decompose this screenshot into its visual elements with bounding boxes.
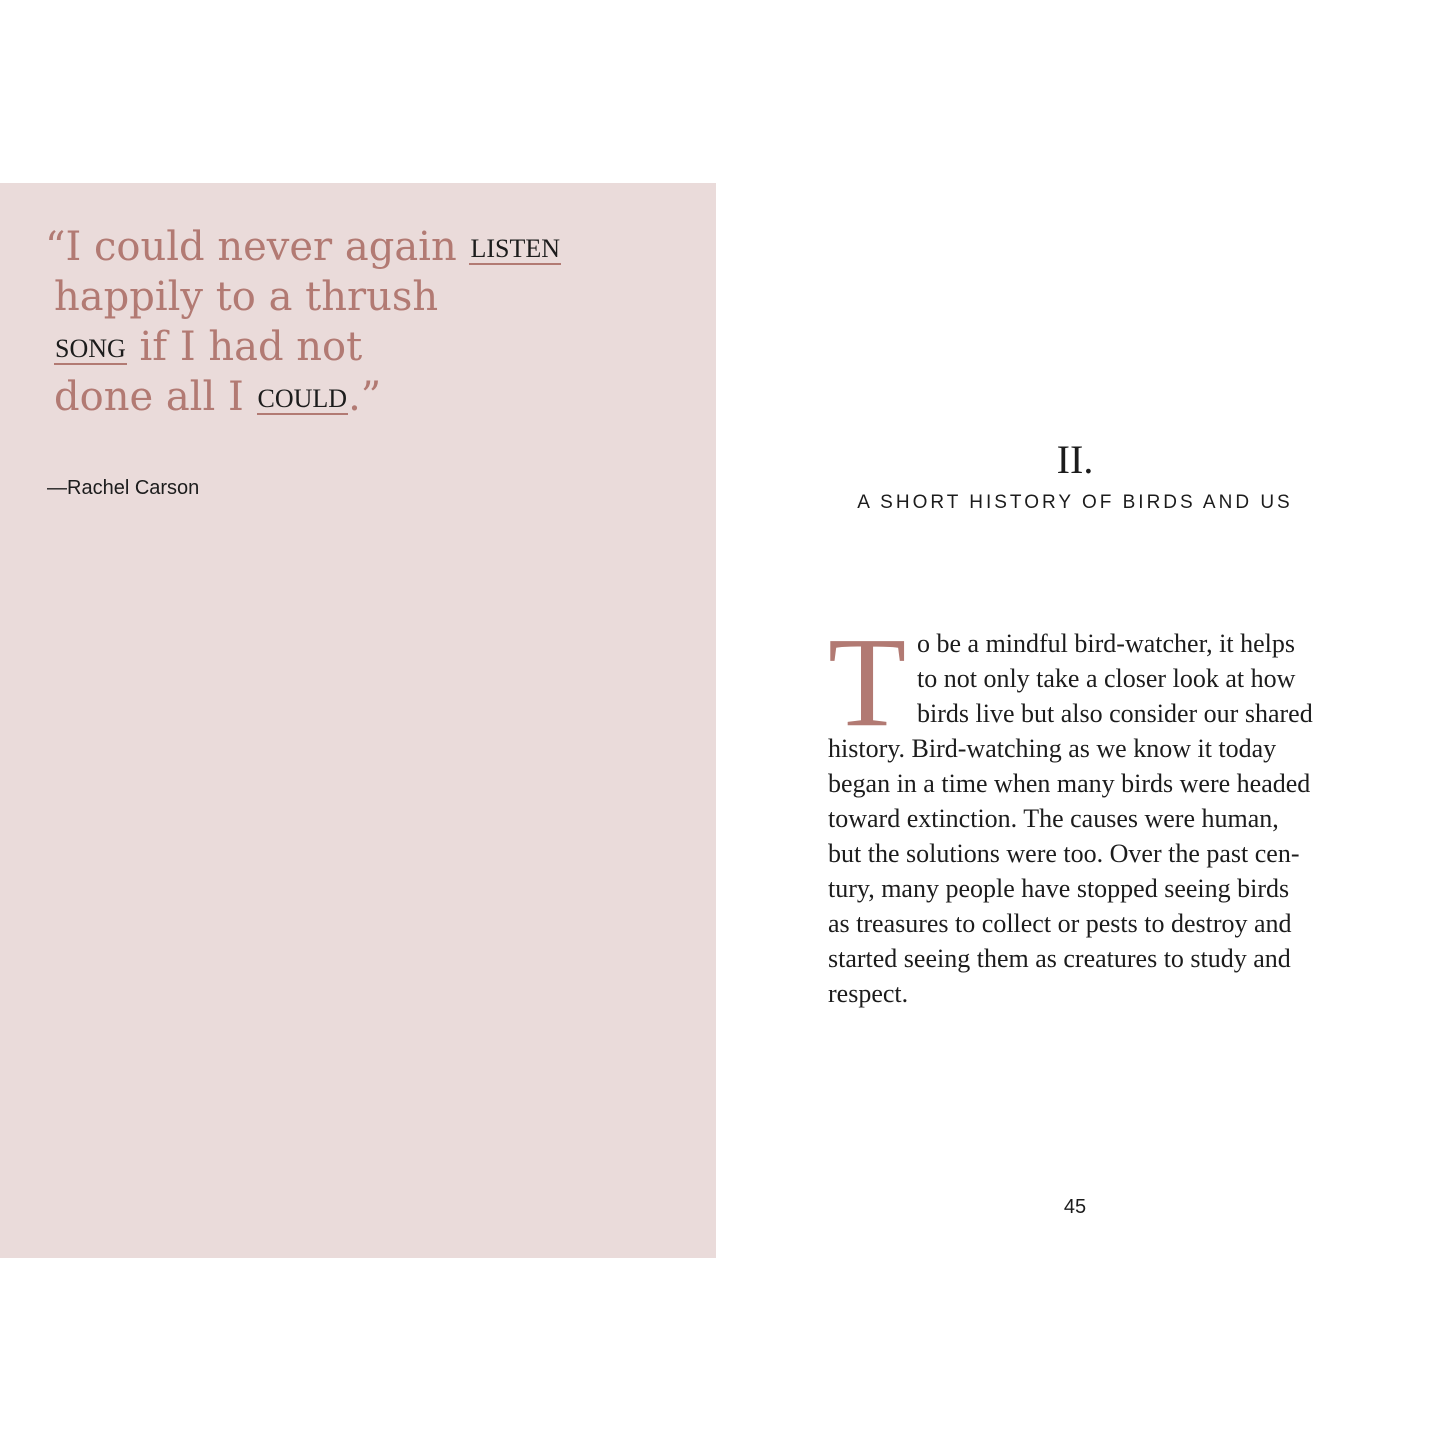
body-line: but the solutions were too. Over the past cen-	[828, 839, 1300, 868]
pull-quote	[45, 222, 645, 422]
quote-line-1	[45, 222, 645, 272]
body-line: toward extinction. The causes were human,	[828, 804, 1279, 833]
body-line: respect.	[828, 979, 909, 1008]
body-line: to not only take a closer look at how	[917, 664, 1296, 693]
quote-emphasis-could: COULD	[257, 384, 348, 413]
body-line: started seeing them as creatures to study and	[828, 944, 1291, 973]
body-line: as treasures to collect or pests to destroy and	[828, 909, 1292, 938]
quote-attribution: —Rachel Carson	[47, 477, 200, 499]
body-line: history. Bird-watching as we know it today	[828, 734, 1277, 763]
quote-emphasis-song: SONG	[55, 334, 126, 363]
body-paragraph	[828, 626, 1328, 1011]
body-line: began in a time when many birds were headed	[828, 769, 1311, 798]
drop-cap: T	[828, 611, 907, 753]
chapter-title: A SHORT HISTORY OF BIRDS AND US	[857, 492, 1293, 513]
body-line: tury, many people have stopped seeing birds	[828, 874, 1290, 903]
quote-text: done all I	[54, 374, 257, 420]
quote-line-4	[45, 372, 645, 422]
page-number: 45	[1063, 1196, 1087, 1218]
chapter-number: II.	[1056, 437, 1094, 482]
quote-close-mark: .”	[348, 374, 382, 420]
quote-line-3	[45, 322, 645, 372]
body-line: birds live but also consider our shared	[917, 699, 1313, 728]
quote-text: if I had not	[126, 324, 363, 370]
quote-text: happily to a thrush	[54, 274, 439, 320]
body-line: o be a mindful bird-watcher, it helps	[917, 629, 1296, 658]
quote-text: “I could never again	[45, 224, 470, 270]
quote-emphasis-listen: LISTEN	[470, 234, 560, 263]
quote-line-2	[45, 272, 645, 322]
